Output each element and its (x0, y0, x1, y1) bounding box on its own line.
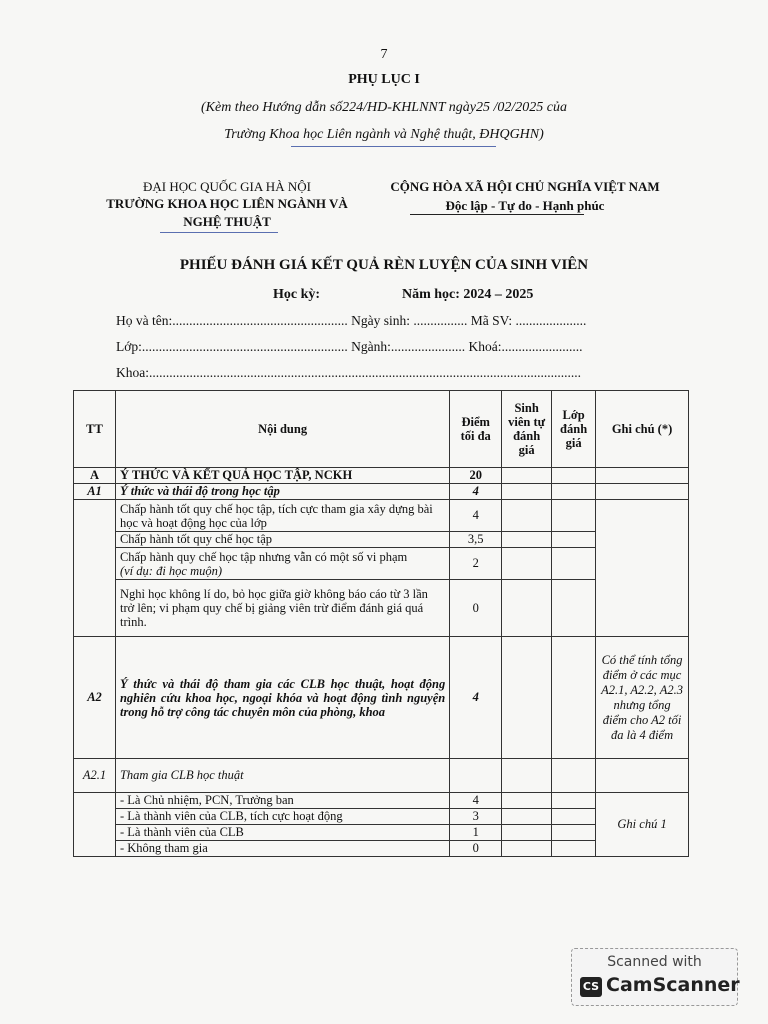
table-row (74, 759, 689, 793)
row-content: Chấp hành tốt quy chế học tập (115, 532, 449, 548)
camscanner-watermark (571, 948, 738, 1006)
table-header-row (74, 391, 689, 468)
class-score-cell[interactable] (552, 809, 596, 825)
class-score-cell[interactable] (552, 759, 596, 793)
row-content: - Là thành viên của CLB (115, 825, 449, 841)
student-info-line: Họ và tên:.................................................... Ngày sinh: ................ Mã SV: ..................... (116, 313, 587, 328)
row-tt: A (74, 468, 116, 484)
row-max: 1 (450, 825, 502, 841)
self-score-cell[interactable] (502, 580, 552, 637)
row-max (450, 759, 502, 793)
self-score-cell[interactable] (502, 548, 552, 580)
class-score-cell[interactable] (552, 841, 596, 857)
note-cell (596, 500, 689, 637)
note-cell (596, 759, 689, 793)
row-max: 4 (450, 637, 502, 759)
self-score-cell[interactable] (502, 809, 552, 825)
row-max: 0 (450, 580, 502, 637)
appendix-subtitle-1: (Kèm theo Hướng dẫn số224/HD-KHLNNT ngày25 /02/2025 của (200, 100, 568, 115)
row-content: Ý thức và thái độ trong học tập (115, 484, 449, 500)
row-tt: A2.1 (74, 759, 116, 793)
row-max: 20 (450, 468, 502, 484)
row-max: 4 (450, 500, 502, 532)
semester-label: Học kỳ: (273, 287, 321, 302)
class-score-cell[interactable] (552, 637, 596, 759)
row-tt: A2 (74, 637, 116, 759)
table-row (74, 500, 689, 532)
header-class-score: Lớp đánh giá (552, 391, 596, 468)
class-score-cell[interactable] (552, 548, 596, 580)
header-content: Nội dung (115, 391, 449, 468)
row-note: Ghi chú 1 (596, 793, 689, 857)
class-score-cell[interactable] (552, 468, 596, 484)
row-max: 4 (450, 793, 502, 809)
row-content: Ý THỨC VÀ KẾT QUẢ HỌC TẬP, NCKH (115, 468, 449, 484)
faculty-info-line: Khoa:................................................................................................................................ (116, 365, 581, 380)
appendix-subtitle-2: Trường Khoa học Liên ngành và Nghệ thuật, ĐHQGHN) (224, 127, 544, 142)
class-info-line: Lớp:............................................................. Ngành:...................... Khoá:........................ (116, 339, 583, 354)
university-name: ĐẠI HỌC QUỐC GIA HÀ NỘI (143, 179, 311, 194)
row-content: Tham gia CLB học thuật (115, 759, 449, 793)
appendix-title: PHỤ LỤC I (348, 72, 420, 87)
class-score-cell[interactable] (552, 825, 596, 841)
form-title: PHIẾU ĐÁNH GIÁ KẾT QUẢ RÈN LUYỆN CỦA SINH VIÊN (179, 257, 589, 273)
header-self-score: Sinh viên tự đánh giá (502, 391, 552, 468)
header-note: Ghi chú (*) (596, 391, 689, 468)
row-max: 2 (450, 548, 502, 580)
self-score-cell[interactable] (502, 468, 552, 484)
row-max: 3,5 (450, 532, 502, 548)
class-score-cell[interactable] (552, 532, 596, 548)
row-content: Ý thức và thái độ tham gia các CLB học thuật, hoạt động nghiên cứu khoa học, ngoại khóa và hoạt động tình nguyện trong hỗ trợ công tác chuyên môn của phòng, khoa (115, 637, 449, 759)
camscanner-logo-icon: CS (580, 977, 602, 997)
table-row (74, 468, 689, 484)
row-tt: A1 (74, 484, 116, 500)
row-max: 4 (450, 484, 502, 500)
row-max: 3 (450, 809, 502, 825)
self-score-cell[interactable] (502, 500, 552, 532)
row-content-example: (ví dụ: đi học muộn) (119, 563, 223, 578)
self-score-cell[interactable] (502, 793, 552, 809)
self-score-cell[interactable] (502, 759, 552, 793)
motto-underline (410, 214, 584, 215)
class-score-cell[interactable] (552, 500, 596, 532)
row-max: 0 (450, 841, 502, 857)
note-cell (596, 484, 689, 500)
row-content: - Không tham gia (115, 841, 449, 857)
header-max-score: Điểm tối đa (450, 391, 502, 468)
class-score-cell[interactable] (552, 484, 596, 500)
row-tt-empty (74, 793, 116, 857)
table-row (74, 484, 689, 500)
watermark-line1: Scanned with (607, 954, 702, 970)
country-name: CỘNG HÒA XÃ HỘI CHỦ NGHĨA VIỆT NAM (390, 179, 660, 194)
evaluation-table (73, 390, 689, 857)
table-row (74, 637, 689, 759)
note-cell (596, 468, 689, 484)
self-score-cell[interactable] (502, 637, 552, 759)
school-underline (160, 232, 278, 233)
row-content: Chấp hành tốt quy chế học tập, tích cực tham gia xây dựng bài học và hoạt động học của lớp (115, 500, 449, 532)
header-tt: TT (74, 391, 116, 468)
class-score-cell[interactable] (552, 793, 596, 809)
school-name-line2: NGHỆ THUẬT (183, 214, 271, 229)
row-tt-empty (74, 500, 116, 637)
school-name-line1: TRƯỜNG KHOA HỌC LIÊN NGÀNH VÀ (106, 196, 348, 211)
subtitle-underline (291, 146, 496, 147)
row-note: Có thể tính tổng điểm ở các mục A2.1, A2.2, A2.3 nhưng tổng điểm cho A2 tối đa là 4 điểm (596, 637, 689, 759)
school-year: Năm học: 2024 – 2025 (402, 287, 534, 302)
class-score-cell[interactable] (552, 580, 596, 637)
watermark-line2: CamScanner (606, 974, 740, 996)
self-score-cell[interactable] (502, 532, 552, 548)
self-score-cell[interactable] (502, 484, 552, 500)
page-number: 7 (380, 47, 388, 62)
motto: Độc lập - Tự do - Hạnh phúc (445, 198, 605, 213)
row-content: - Là Chủ nhiệm, PCN, Trưởng ban (115, 793, 449, 809)
row-content (115, 548, 449, 580)
row-content: - Là thành viên của CLB, tích cực hoạt động (115, 809, 449, 825)
table-row (74, 793, 689, 809)
row-content: Nghỉ học không lí do, bỏ học giữa giờ không báo cáo từ 3 lần trở lên; vi phạm quy chế bị giảng viên trừ điểm đánh giá quá trình. (115, 580, 449, 637)
self-score-cell[interactable] (502, 841, 552, 857)
self-score-cell[interactable] (502, 825, 552, 841)
row-content-text: Chấp hành quy chế học tập nhưng vẫn có một số vi phạm (119, 549, 408, 564)
